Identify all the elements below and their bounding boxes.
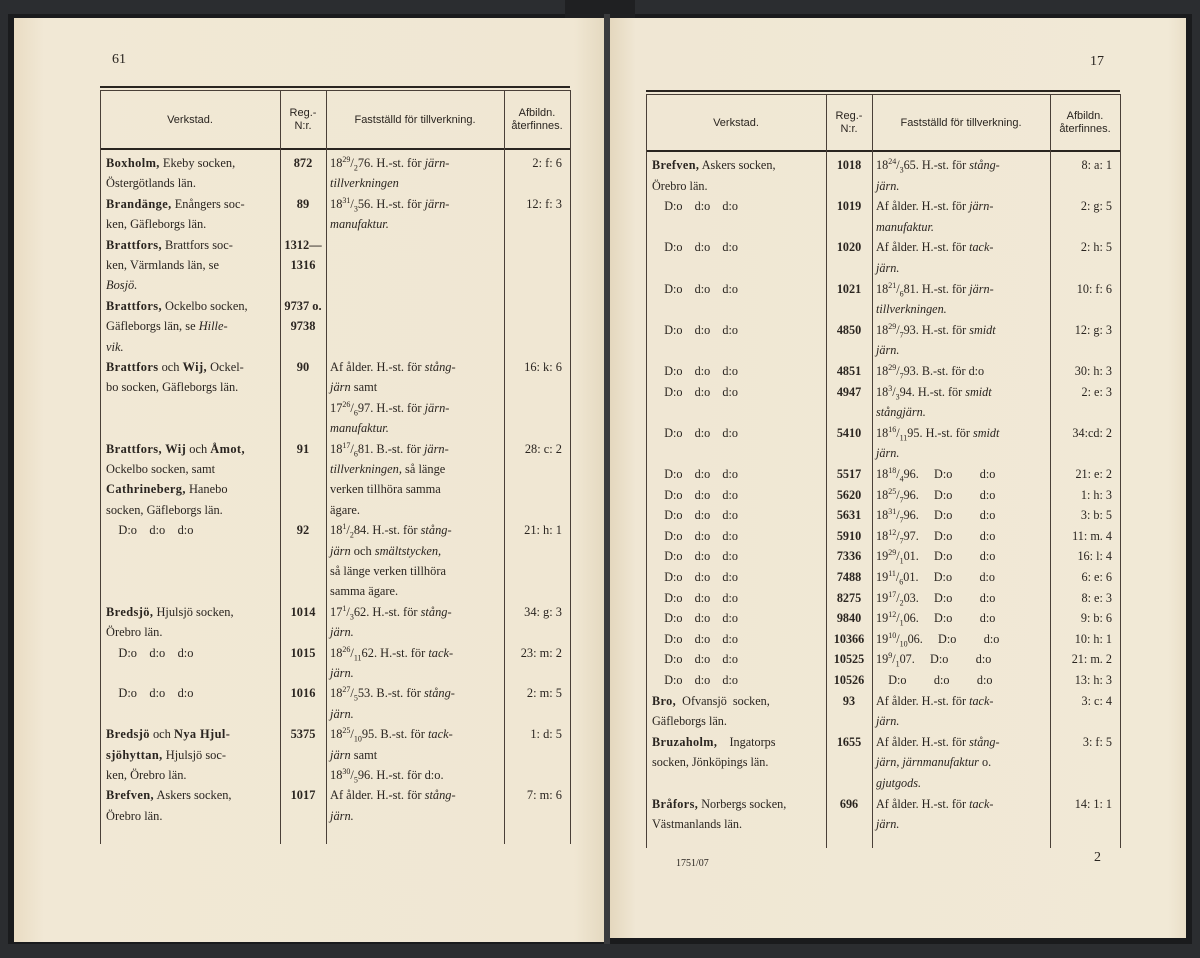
header-verkstad: Verkstad. <box>167 113 213 126</box>
afbildn-ref: 21: m. 2 <box>1071 652 1112 667</box>
reg-number: 1015 <box>290 645 316 660</box>
faststalld-text: järn. <box>876 714 900 729</box>
reg-number: 696 <box>839 796 859 811</box>
faststalld-text: $19^{12}/_106$. D:o d:o <box>876 610 996 628</box>
faststalld-text: $17^{26}/_697$. H.-st. för järn- <box>330 399 450 418</box>
reg-number: 4947 <box>836 384 862 399</box>
afbildn-ref: 1: h: 3 <box>1080 487 1112 502</box>
entry-name: D:o d:o d:o <box>652 281 738 296</box>
afbildn-ref: 8: e: 3 <box>1081 590 1112 605</box>
reg-number: 5410 <box>836 425 862 440</box>
table-top-rule <box>646 90 1120 92</box>
reg-number: 89 <box>296 196 310 211</box>
column-rule <box>646 94 647 848</box>
afbildn-ref: 2: e: 3 <box>1081 384 1112 399</box>
faststalld-text: järn. <box>330 666 354 680</box>
entry-name: D:o d:o d:o <box>652 425 738 440</box>
faststalld-text: $18^{27}/_553$. B.-st. för stång- <box>330 685 455 703</box>
afbildn-ref: 2: m: 5 <box>526 686 562 701</box>
table-top-rule <box>100 86 570 88</box>
entry-name: Brandänge, Enångers soc- <box>106 196 245 211</box>
afbildn-ref: 34: g: 3 <box>524 604 562 619</box>
afbildn-ref: 13: h: 3 <box>1074 673 1112 687</box>
afbildn-ref: 1: d: 5 <box>530 727 562 742</box>
entry-name: Brattfors, Wij och Åmot, <box>106 441 245 456</box>
faststalld-text: Af ålder. H.-st. för stång- <box>876 734 1000 749</box>
page-number: 17 <box>1090 54 1104 69</box>
entry-name: D:o d:o d:o <box>652 384 738 399</box>
reg-number: 1018 <box>836 158 862 172</box>
entry-name: D:o d:o d:o <box>652 631 738 646</box>
header-afbildn: Afbildn. återfinnes. <box>511 107 563 132</box>
entry-name: D:o d:o d:o <box>652 508 738 523</box>
entry-name: D:o d:o d:o <box>652 570 738 584</box>
faststalld-text: verken tillhöra samma <box>330 482 441 497</box>
reg-number: 872 <box>293 156 313 170</box>
entry-name: Västmanlands län. <box>652 817 743 832</box>
entry-name: Örebro län. <box>106 625 163 640</box>
entry-name: D:o d:o d:o <box>652 199 738 214</box>
entry-name: D:o d:o d:o <box>652 673 738 687</box>
faststalld-text: $18^{24}/_365$. H.-st. för stång- <box>876 156 1000 175</box>
entry-name: D:o d:o d:o <box>652 240 738 255</box>
entry-name: Gäfleborgs län. <box>652 714 727 729</box>
faststalld-text: gjutgods. <box>876 776 922 790</box>
faststalld-text: $17^1/_362$. H.-st. för stång- <box>330 603 452 622</box>
afbildn-ref: 3: b: 5 <box>1080 508 1112 523</box>
header-faststalld: Fastställd för tillverkning. <box>354 113 476 126</box>
faststalld-text: järn. <box>876 817 900 832</box>
faststalld-text: $19^{29}/_101$. D:o d:o <box>876 548 996 566</box>
faststalld-text: manufaktur. <box>876 219 934 234</box>
faststalld-text: $18^{29}/_793$. B.-st. för d:o <box>876 362 985 381</box>
faststalld-text: järn samt <box>330 747 378 762</box>
entry-name: D:o d:o d:o <box>652 467 738 481</box>
left-page <box>14 18 606 942</box>
reg-number: 7336 <box>836 549 862 564</box>
reg-number: 5375 <box>290 727 316 742</box>
reg-number: 4851 <box>836 364 862 378</box>
afbildn-ref: 28: c: 2 <box>524 441 562 456</box>
reg-number: 9737 o. <box>284 298 322 313</box>
entry-name: ken, Gäfleborgs län. <box>106 217 207 232</box>
faststalld-text: $18^3/_394$. H.-st. för smidt <box>876 383 992 402</box>
reg-number: 93 <box>842 693 856 708</box>
sheet-number: 2 <box>1094 850 1101 865</box>
entry-name: Brattfors, Brattfors soc- <box>106 237 233 252</box>
faststalld-text: $18^{17}/_681$. B.-st. för järn- <box>330 440 449 459</box>
faststalld-text: järn. <box>330 706 354 721</box>
header-bottom-rule <box>646 150 1120 152</box>
entry-name: Bredsjö, Hjulsjö socken, <box>106 604 234 619</box>
column-rule <box>100 90 101 844</box>
entry-name: D:o d:o d:o <box>652 590 738 605</box>
afbildn-ref: 34:cd: 2 <box>1072 425 1112 440</box>
header-reg-nr: Reg.- N:r. <box>835 110 863 135</box>
reg-number: 7488 <box>836 570 862 584</box>
reg-number: 9738 <box>290 319 316 334</box>
entry-name: Gäfleborgs län, se Hille- <box>106 319 228 334</box>
afbildn-ref: 12: f: 3 <box>526 196 562 211</box>
reg-number: 1017 <box>290 788 316 803</box>
faststalld-text: $18^{31}/_356$. H.-st. för järn- <box>330 195 450 214</box>
entry-name: Brattfors, Ockelbo socken, <box>106 298 248 313</box>
afbildn-ref: 21: e: 2 <box>1075 467 1112 481</box>
entry-name: socken, Gäfleborgs län. <box>106 502 223 517</box>
faststalld-text: tillverkningen. <box>876 302 947 317</box>
afbildn-ref: 2: h: 5 <box>1080 240 1112 255</box>
faststalld-text: $18^{31}/_796$. D:o d:o <box>876 507 996 525</box>
afbildn-ref: 30: h: 3 <box>1074 364 1112 378</box>
entry-name: Brefven, Askers socken, <box>106 788 232 803</box>
faststalld-text: järn. <box>876 178 900 193</box>
afbildn-ref: 16: k: 6 <box>524 360 562 374</box>
faststalld-text: $18^{26}/_{11}62$. H.-st. för tack- <box>330 644 454 663</box>
entry-name: Bosjö. <box>106 278 138 293</box>
header-verkstad: Verkstad. <box>713 116 759 129</box>
faststalld-text: Af ålder. H.-st. för järn- <box>876 199 994 214</box>
faststalld-text: järn. <box>330 625 354 640</box>
entry-name: Ockelbo socken, samt <box>106 462 216 476</box>
entry-name: Örebro län. <box>106 808 163 823</box>
reg-number: 9840 <box>836 611 862 626</box>
faststalld-text: $18^{18}/_496$. D:o d:o <box>876 465 996 484</box>
entry-name: D:o d:o d:o <box>652 528 738 543</box>
faststalld-text: $19^{11}/_601$. D:o d:o <box>876 568 996 587</box>
faststalld-text: Af ålder. H.-st. för tack- <box>876 693 994 708</box>
gutter <box>604 14 610 944</box>
afbildn-ref: 2: f: 6 <box>532 156 562 170</box>
reg-number: 5517 <box>836 467 862 481</box>
reg-number: 10525 <box>833 652 865 667</box>
afbildn-ref: 8: a: 1 <box>1081 158 1112 172</box>
entry-name: D:o d:o d:o <box>652 611 738 626</box>
entry-name: Bråfors, Norbergs socken, <box>652 796 787 811</box>
faststalld-text: $18^{29}/_793$. H.-st. för smidt <box>876 321 996 340</box>
reg-number: 10366 <box>833 631 865 646</box>
reg-number: 4850 <box>836 322 862 337</box>
entry-name: Örebro län. <box>652 178 708 193</box>
entry-name: D:o d:o d:o <box>652 652 738 667</box>
reg-number: 8275 <box>836 590 862 605</box>
entry-name: D:o d:o d:o <box>106 523 194 538</box>
column-rule <box>872 94 873 848</box>
reg-number: 1021 <box>836 281 862 296</box>
table-top-rule-thin <box>100 90 570 91</box>
afbildn-ref: 3: c: 4 <box>1081 693 1112 708</box>
table-top-rule-thin <box>646 94 1120 95</box>
faststalld-text: järn. <box>876 261 900 275</box>
afbildn-ref: 14: 1: 1 <box>1074 796 1112 811</box>
faststalld-text: järn samt <box>330 380 378 395</box>
faststalld-text: så länge verken tillhöra <box>330 564 446 578</box>
entry-name: socken, Jönköpings län. <box>652 755 769 770</box>
faststalld-text: Af ålder. H.-st. för stång- <box>330 360 456 374</box>
signature-mark: 1751/07 <box>676 858 709 869</box>
afbildn-ref: 12: g: 3 <box>1074 322 1112 337</box>
entry-name: D:o d:o d:o <box>652 364 738 378</box>
entry-name: Bro, Ofvansjö socken, <box>652 693 770 708</box>
afbildn-ref: 3: f: 5 <box>1082 734 1112 749</box>
faststalld-text: $18^{21}/_681$. H.-st. för järn- <box>876 280 994 299</box>
reg-number: 1020 <box>836 240 862 255</box>
reg-number: 5910 <box>836 528 862 543</box>
entry-name: Brefven, Askers socken, <box>652 158 776 172</box>
entry-name: D:o d:o d:o <box>652 549 738 564</box>
afbildn-ref: 7: m: 6 <box>526 788 562 803</box>
faststalld-text: samma ägare. <box>330 584 399 599</box>
faststalld-text: $19^9/_107$. D:o d:o <box>876 651 992 669</box>
binding-tape <box>565 0 635 18</box>
reg-number: 10526 <box>833 673 865 687</box>
faststalld-text: järn och smältstycken, <box>330 543 442 558</box>
faststalld-text: järn. <box>330 808 354 823</box>
afbildn-ref: 10: h: 1 <box>1074 631 1112 646</box>
faststalld-text: manufaktur. <box>330 217 389 232</box>
entry-name: D:o d:o d:o <box>106 686 194 701</box>
afbildn-ref: 9: b: 6 <box>1080 611 1112 626</box>
faststalld-text: tillverkningen <box>330 176 399 191</box>
entry-name: D:o d:o d:o <box>652 322 738 337</box>
reg-number: 92 <box>296 523 310 538</box>
faststalld-text: järn. <box>876 446 900 461</box>
entry-name: vik. <box>106 339 124 354</box>
reg-number: 1014 <box>290 604 316 619</box>
faststalld-text: $19^{17}/_203$. D:o d:o <box>876 589 996 608</box>
faststalld-text: Af ålder. H.-st. för tack- <box>876 240 994 255</box>
faststalld-text: tillverkningen, så länge <box>330 462 446 476</box>
faststalld-text: manufaktur. <box>330 421 389 436</box>
header-reg-nr: Reg.- N:r. <box>289 107 317 132</box>
afbildn-ref: 11: m. 4 <box>1072 528 1112 543</box>
right-page <box>608 18 1186 938</box>
faststalld-text: järn. <box>876 343 900 358</box>
entry-name: Östergötlands län. <box>106 176 196 191</box>
entry-name: ken, Örebro län. <box>106 768 187 782</box>
reg-number: 91 <box>296 441 310 456</box>
faststalld-text: $18^{29}/_276$. H.-st. för järn- <box>330 154 450 173</box>
reg-number: 1019 <box>836 199 862 214</box>
faststalld-text: $18^{16}/_{11}95$. H.-st. för smidt <box>876 424 1000 443</box>
header-afbildn: Afbildn. återfinnes. <box>1059 110 1111 135</box>
entry-name: Cathrineberg, Hanebo <box>106 482 228 497</box>
column-rule <box>1120 94 1121 848</box>
reg-number: 1655 <box>836 734 862 749</box>
faststalld-text: $18^{25}/_{10}95$. B.-st. för tack- <box>330 726 453 744</box>
afbildn-ref: 2: g: 5 <box>1080 199 1112 214</box>
reg-number: 1312— <box>284 237 322 252</box>
page-number: 61 <box>112 52 126 67</box>
faststalld-text: $18^{25}/_796$. D:o d:o <box>876 486 996 505</box>
faststalld-text: $18^{30}/_596$. H.-st. för d:o. <box>330 766 444 785</box>
afbildn-ref: 21: h: 1 <box>524 523 562 538</box>
entry-name: Bredsjö och Nya Hjul- <box>106 727 231 742</box>
faststalld-text: $19^{10}/_{10}06$. D:o d:o <box>876 630 1000 649</box>
afbildn-ref: 23: m: 2 <box>520 645 562 660</box>
entry-name: ken, Värmlands län, se <box>106 258 219 272</box>
entry-name: sjöhyttan, Hjulsjö soc- <box>106 747 226 762</box>
reg-number: 1016 <box>290 686 316 701</box>
afbildn-ref: 10: f: 6 <box>1076 281 1112 296</box>
entry-name: Boxholm, Ekeby socken, <box>106 156 236 170</box>
column-rule <box>570 90 571 844</box>
column-rule <box>326 90 327 844</box>
reg-number: 90 <box>296 360 310 374</box>
header-faststalld: Fastställd för tillverkning. <box>900 116 1022 129</box>
faststalld-text: Af ålder. H.-st. för tack- <box>876 796 994 811</box>
entry-name: Bruzaholm, Ingatorps <box>652 734 776 749</box>
faststalld-text: D:o d:o d:o <box>876 673 993 687</box>
reg-number: 1316 <box>290 258 316 272</box>
faststalld-text: Af ålder. H.-st. för stång- <box>330 788 456 803</box>
entry-name: D:o d:o d:o <box>106 645 194 660</box>
faststalld-text: järn, järnmanufaktur o. <box>876 755 992 770</box>
faststalld-text: stångjärn. <box>876 405 926 420</box>
reg-number: 5620 <box>836 487 862 502</box>
entry-name: bo socken, Gäfleborgs län. <box>106 380 239 395</box>
afbildn-ref: 16: l: 4 <box>1077 549 1112 564</box>
reg-number: 5631 <box>836 508 862 523</box>
header-bottom-rule <box>100 148 570 150</box>
faststalld-text: $18^1/_284$. H.-st. för stång- <box>330 522 452 540</box>
afbildn-ref: 6: e: 6 <box>1081 570 1112 584</box>
entry-name: D:o d:o d:o <box>652 487 738 502</box>
faststalld-text: $18^{12}/_797$. D:o d:o <box>876 527 996 546</box>
entry-name: Brattfors och Wij, Ockel- <box>106 360 244 374</box>
faststalld-text: ägare. <box>330 502 360 517</box>
